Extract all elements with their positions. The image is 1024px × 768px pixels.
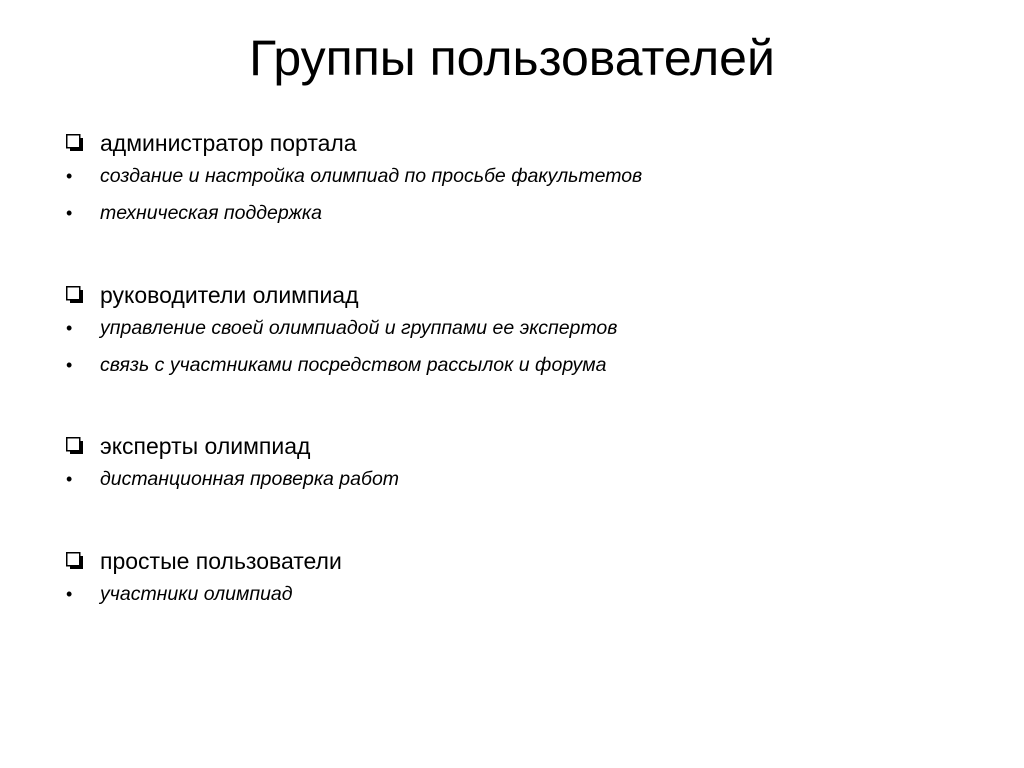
page-title: Группы пользователей [249, 30, 775, 86]
list-item [66, 310, 966, 347]
group-admin [66, 128, 966, 232]
group-title: руководители олимпиад [100, 282, 359, 308]
list-item [66, 195, 966, 232]
group-olympiad-leaders [66, 280, 966, 384]
group-regular-users [66, 546, 966, 613]
item-text: создание и настройка олимпиад по просьбе факультетов [100, 165, 643, 187]
list-item [66, 158, 966, 195]
bullet-icon: • [66, 166, 73, 186]
group-experts [66, 431, 966, 498]
item-text: управление своей олимпиадой и группами ее экспертов [100, 317, 618, 339]
bullet-icon: • [66, 203, 73, 223]
checkbox-icon [66, 546, 84, 576]
bullet-icon: • [66, 318, 73, 338]
group-title: простые пользователи [100, 548, 342, 574]
item-text: участники олимпиад [100, 583, 293, 605]
list-item [66, 461, 966, 498]
bullet-icon: • [66, 355, 73, 375]
group-header [66, 546, 966, 576]
item-text: дистанционная проверка работ [100, 468, 400, 490]
list-item [66, 347, 966, 384]
list-item [66, 576, 966, 613]
bullet-icon: • [66, 584, 73, 604]
group-title: администратор портала [100, 130, 357, 156]
group-header [66, 280, 966, 310]
bullet-icon: • [66, 469, 73, 489]
item-text: техническая поддержка [100, 202, 322, 224]
group-header [66, 128, 966, 158]
item-text: связь с участниками посредством рассылок и форума [100, 354, 607, 376]
checkbox-icon [66, 431, 84, 461]
group-title: эксперты олимпиад [100, 433, 311, 459]
checkbox-icon [66, 280, 84, 310]
group-header [66, 431, 966, 461]
checkbox-icon [66, 128, 84, 158]
